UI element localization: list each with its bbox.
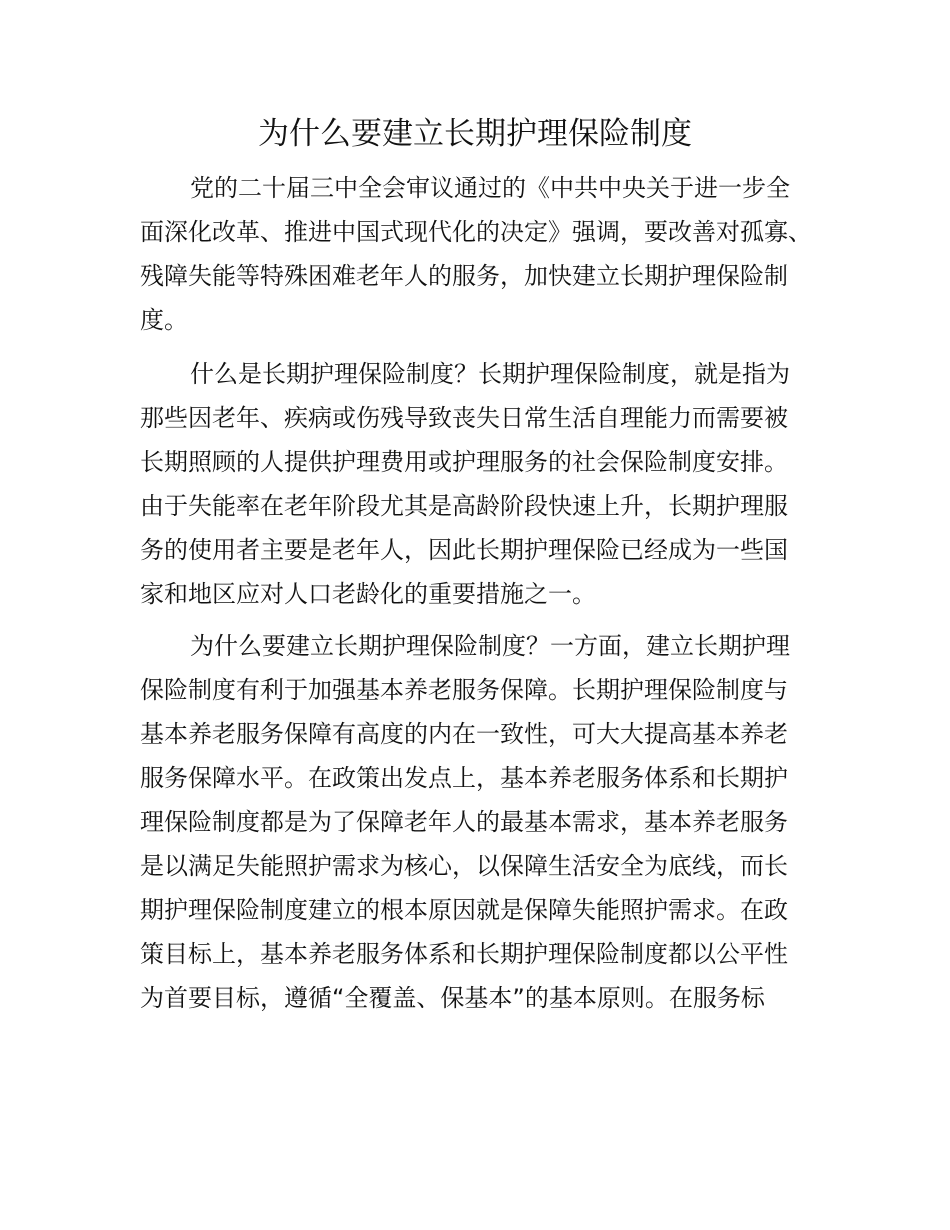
paragraph-1-line-1: 党的二十届三中全会审议通过的《中共中央关于进一步全 <box>190 174 790 202</box>
paragraph-2-line-6: 家和地区应对人口老龄化的重要措施之一。 <box>140 580 596 608</box>
paragraph-3-line-1: 为什么要建立长期护理保险制度？一方面，建立长期护理 <box>190 632 790 660</box>
paragraph-3-line-3: 基本养老服务保障有高度的内在一致性，可大大提高基本养老 <box>140 720 788 748</box>
paragraph-3-line-4: 服务保障水平。在政策出发点上，基本养老服务体系和长期护 <box>140 764 788 792</box>
paragraph-2-line-3: 长期照顾的人提供护理费用或护理服务的社会保险制度安排。 <box>140 448 788 476</box>
paragraph-2-line-2: 那些因老年、疾病或伤残导致丧失日常生活自理能力而需要被 <box>140 404 788 432</box>
paragraph-3-line-6: 是以满足失能照护需求为核心，以保障生活安全为底线，而长 <box>140 852 788 880</box>
paragraph-3-line-9: 为首要目标，遵循“全覆盖、保基本”的基本原则。在服务标 <box>140 984 765 1012</box>
paragraph-1-line-4: 度。 <box>140 306 188 334</box>
paragraph-2-line-1: 什么是长期护理保险制度？长期护理保险制度，就是指为 <box>190 360 790 388</box>
page-title: 为什么要建立长期护理保险制度 <box>258 116 692 152</box>
paragraph-1-line-3: 残障失能等特殊困难老年人的服务，加快建立长期护理保险制 <box>140 262 788 290</box>
paragraph-1-line-2: 面深化改革、推进中国式现代化的决定》强调，要改善对孤寡、 <box>140 218 812 246</box>
paragraph-2-line-5: 务的使用者主要是老年人，因此长期护理保险已经成为一些国 <box>140 536 788 564</box>
paragraph-3-line-2: 保险制度有利于加强基本养老服务保障。长期护理保险制度与 <box>140 676 788 704</box>
paragraph-3-line-7: 期护理保险制度建立的根本原因就是保障失能照护需求。在政 <box>140 896 788 924</box>
paragraph-3-line-5: 理保险制度都是为了保障老年人的最基本需求，基本养老服务 <box>140 808 788 836</box>
paragraph-2-line-4: 由于失能率在老年阶段尤其是高龄阶段快速上升，长期护理服 <box>140 492 788 520</box>
paragraph-3-line-8: 策目标上，基本养老服务体系和长期护理保险制度都以公平性 <box>140 940 788 968</box>
